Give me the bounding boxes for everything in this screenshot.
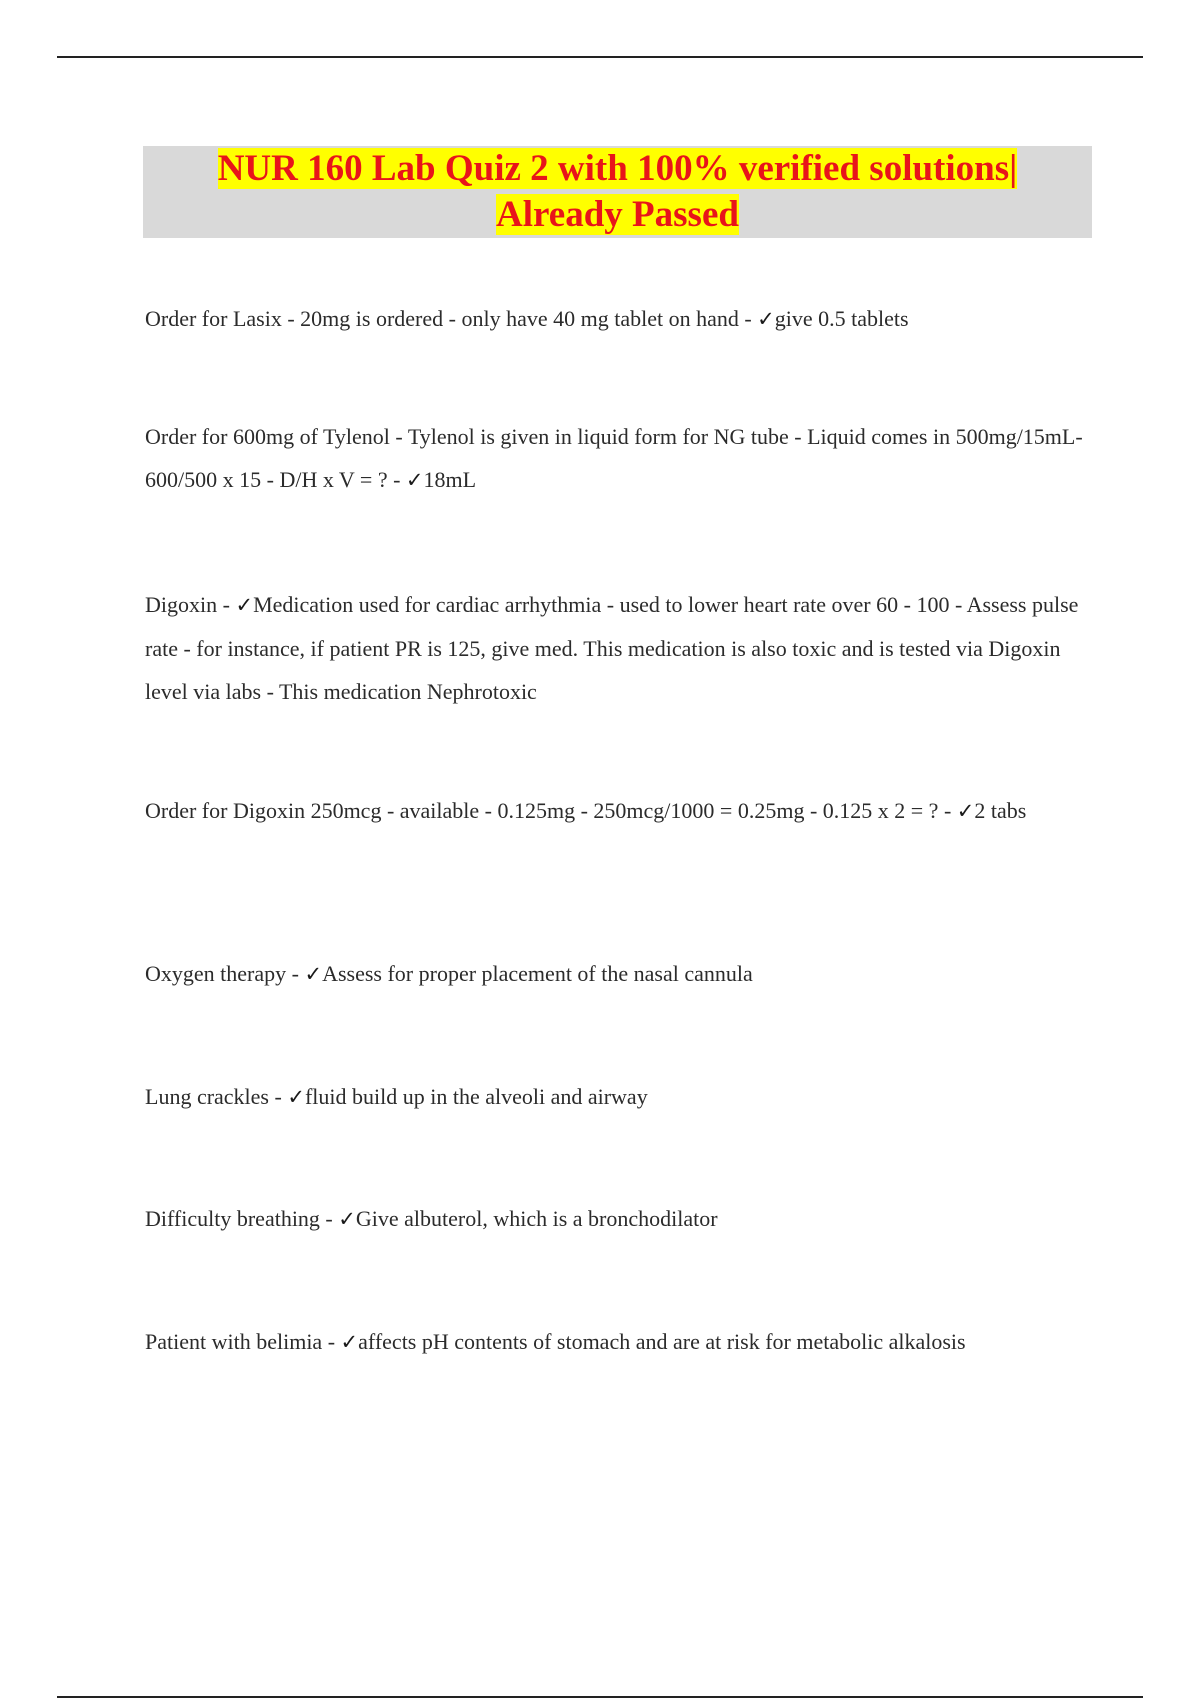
qa-item-digoxin <box>145 583 1085 713</box>
qa-item-breathing <box>145 1197 1085 1241</box>
qa-item-oxygen <box>145 952 1085 996</box>
question-text: Oxygen therapy - <box>145 961 305 986</box>
check-icon: ✓ <box>405 468 424 492</box>
check-icon: ✓ <box>235 593 254 617</box>
question-text: Difficulty breathing - <box>145 1206 339 1231</box>
question-text: Digoxin - <box>145 592 236 617</box>
check-icon: ✓ <box>340 1330 359 1354</box>
document-title <box>143 146 1092 238</box>
question-text: Lung crackles - <box>145 1084 288 1109</box>
answer-text: Assess for proper placement of the nasal cannula <box>322 961 753 986</box>
check-icon: ✓ <box>338 1207 356 1231</box>
check-icon: ✓ <box>757 307 775 331</box>
question-text: Order for Digoxin 250mcg - available - 0.125mg - 250mcg/1000 = 0.25mg - 0.125 x 2 = ? - <box>145 798 957 823</box>
answer-text: give 0.5 tablets <box>774 306 909 331</box>
title-line-2: Already Passed <box>496 194 739 235</box>
check-icon: ✓ <box>304 962 323 986</box>
question-text: Order for 600mg of Tylenol - Tylenol is given in liquid form for NG tube - Liquid comes in 500mg/15mL- 600/500 x 15 - D/H x V = ? - <box>145 424 1083 492</box>
answer-text: 18mL <box>423 467 477 492</box>
answer-text: Medication used for cardiac arrhythmia - used to lower heart rate over 60 - 100 - Assess pulse rate - for instance, if patient PR is 125, give med. This medication is also toxic and is tested via Digoxin level via labs - This medication Nephrotoxic <box>145 592 1079 704</box>
check-icon: ✓ <box>956 799 975 823</box>
question-text: Patient with belimia - <box>145 1329 341 1354</box>
qa-item-crackles <box>145 1075 1085 1119</box>
qa-item-digoxin-order <box>145 789 1085 833</box>
answer-text: fluid build up in the alveoli and airway <box>304 1084 648 1109</box>
bottom-rule <box>57 1696 1143 1698</box>
top-rule <box>57 56 1143 58</box>
qa-item-belimia <box>145 1320 1085 1364</box>
answer-text: Give albuterol, which is a bronchodilator <box>355 1206 718 1231</box>
question-text: Order for Lasix - 20mg is ordered - only have 40 mg tablet on hand - <box>145 306 758 331</box>
check-icon: ✓ <box>287 1085 305 1109</box>
qa-item-tylenol <box>145 415 1085 502</box>
qa-item-lasix <box>145 297 1085 341</box>
answer-text: affects pH contents of stomach and are at risk for metabolic alkalosis <box>358 1329 966 1354</box>
answer-text: 2 tabs <box>974 798 1027 823</box>
title-line-1: NUR 160 Lab Quiz 2 with 100% verified solutions| <box>217 148 1018 189</box>
